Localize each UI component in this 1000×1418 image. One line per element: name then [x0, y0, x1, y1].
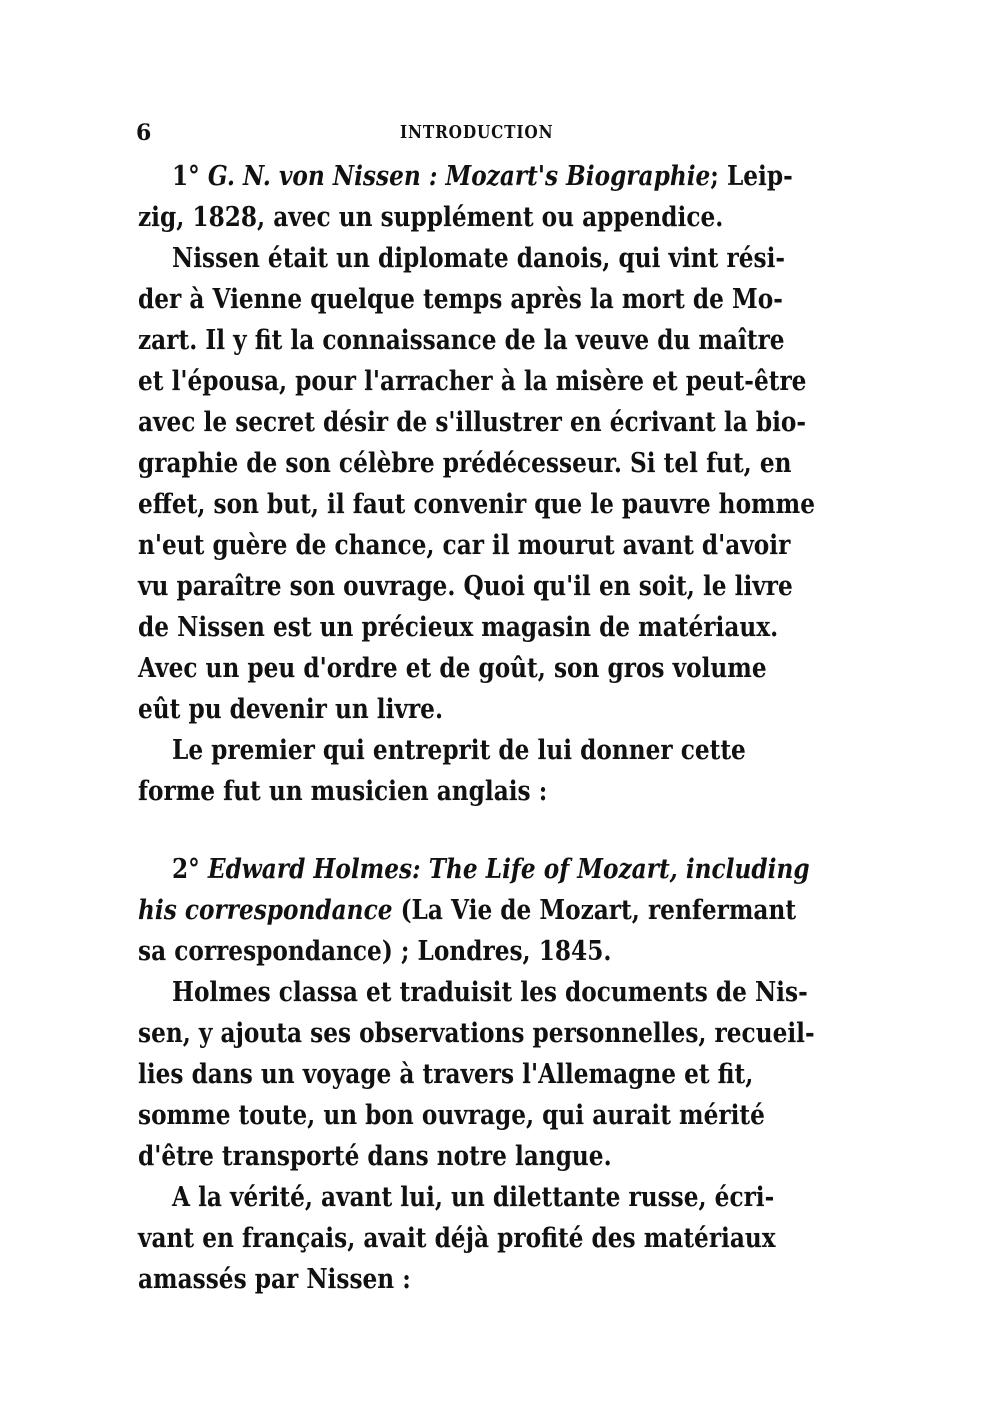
entry-author: Edward Holmes — [207, 854, 413, 885]
paragraph-1-line: graphie de son célèbre prédécesseur. Si tel fut, en — [138, 448, 792, 479]
paragraph-1-line: eût pu devenir un livre. — [138, 694, 444, 725]
entry-number: 2° — [172, 854, 200, 885]
entry-title: The Life of Mozart, including — [428, 854, 810, 885]
entry-separator: : — [420, 161, 446, 192]
entry-number: 1° — [172, 161, 200, 192]
paragraph-3-line: d'être transporté dans notre langue. — [138, 1141, 612, 1172]
paragraph-3-line: Holmes classa et traduisit les documents de Nis- — [172, 977, 808, 1008]
paragraph-4-line: amassés par Nissen : — [138, 1264, 411, 1295]
bibliography-entry-1-line-1 — [172, 160, 793, 194]
paragraph-1-line: der à Vienne quelque temps après la mort de Mo- — [138, 284, 783, 315]
paragraph-1-line: de Nissen est un précieux magasin de matériaux. — [138, 612, 779, 643]
paragraph-1-line: n'eut guère de chance, car il mourut avant d'avoir — [138, 530, 791, 561]
entry-details: ; Leip- — [710, 161, 793, 192]
bibliography-entry-1-line-2: zig, 1828, avec un supplément ou appendice. — [138, 202, 724, 233]
paragraph-1-line: Nissen était un diplomate danois, qui vint rési- — [172, 243, 786, 274]
paragraph-1-line: zart. Il y fit la connaissance de la veuve du maître — [138, 325, 785, 356]
paragraph-2-line: forme fut un musicien anglais : — [138, 776, 548, 807]
paragraph-1-line: vu paraître son ouvrage. Quoi qu'il en soit, le livre — [138, 571, 793, 602]
paragraph-1-line: et l'épousa, pour l'arracher à la misère et peut-être — [138, 366, 807, 397]
paragraph-2-line: Le premier qui entreprit de lui donner cette — [172, 735, 746, 766]
entry-title: Mozart's Biographie — [445, 161, 711, 192]
page-number: 6 — [136, 120, 152, 146]
bibliography-entry-2-line-1 — [172, 853, 810, 887]
paragraph-3-line: somme toute, un bon ouvrage, qui aurait mérité — [138, 1100, 765, 1131]
paragraph-4-line: vant en français, avait déjà profité des matériaux — [138, 1223, 776, 1254]
paragraph-3-line: sen, y ajouta ses observations personnelles, recueil- — [138, 1018, 815, 1049]
paragraph-1-line: avec le secret désir de s'illustrer en écrivant la bio- — [138, 407, 807, 438]
running-head: INTRODUCTION — [400, 122, 554, 143]
entry-author: G. N. von Nissen — [207, 161, 421, 192]
bibliography-entry-2-line-3: sa correspondance) ; Londres, 1845. — [138, 936, 612, 967]
paragraph-1-line: effet, son but, il faut convenir que le pauvre homme — [138, 489, 815, 520]
paragraph-3-line: lies dans un voyage à travers l'Allemagne et fit, — [138, 1059, 754, 1090]
entry-separator: : — [412, 854, 429, 885]
entry-details: (La Vie de Mozart, renfermant — [400, 895, 797, 926]
bibliography-entry-2-line-2 — [138, 894, 797, 928]
paragraph-4-line: A la vérité, avant lui, un dilettante russe, écri- — [172, 1182, 775, 1213]
paragraph-1-line: Avec un peu d'ordre et de goût, son gros volume — [138, 653, 767, 684]
entry-title: his correspondance — [138, 895, 393, 926]
